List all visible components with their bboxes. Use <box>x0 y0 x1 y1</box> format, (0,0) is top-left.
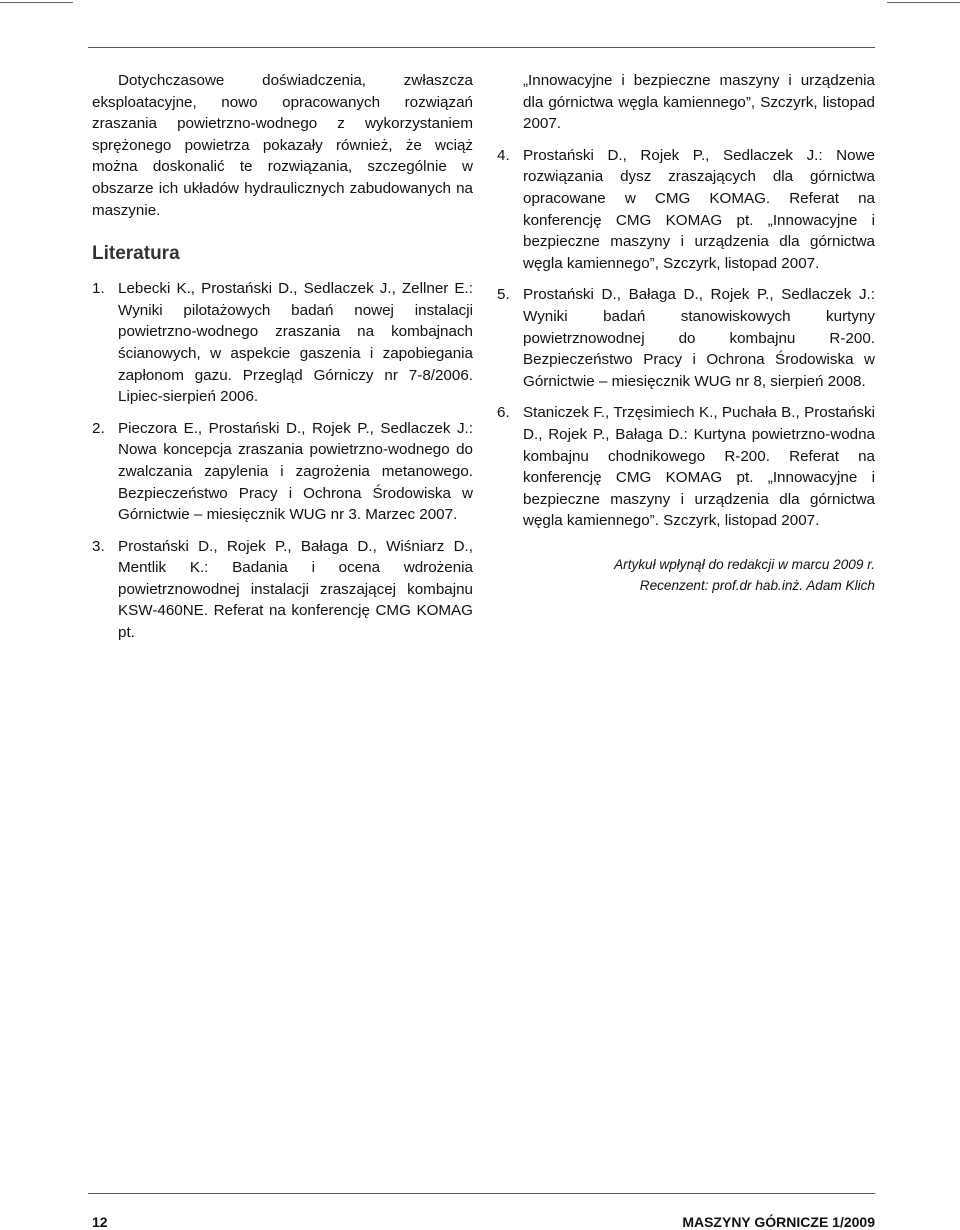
section-heading: Literatura <box>92 243 180 265</box>
reference-number: 2. <box>92 419 105 437</box>
top-rule-right <box>887 2 960 3</box>
reference-continuation: „Innowacyjne i bezpieczne maszyny i urządzenia dla górnictwa węgla kamiennego”, Szczyrk, listopad 2007. <box>523 72 875 133</box>
reference-text: Prostański D., Rojek P., Bałaga D., Wiśniarz D., Mentlik K.: Badania i ocena wdrożenia powietrznowodnej instalacji zraszającej kombajnu KSW-460NE. Referat na konferencję CMG KOMAG pt. <box>118 537 473 642</box>
header-rule <box>88 47 875 48</box>
page-number: 12 <box>92 1214 108 1230</box>
reference-item <box>92 278 473 408</box>
reviewer-note: Recenzent: prof.dr hab.inż. Adam Klich <box>639 577 875 593</box>
reference-number: 5. <box>497 286 510 304</box>
footer-rule <box>88 1193 875 1194</box>
reference-number: 4. <box>497 146 510 164</box>
reference-number: 6. <box>497 404 510 422</box>
reference-text: Lebecki K., Prostański D., Sedlaczek J., Zellner E.: Wyniki pilotażowych badań nowej instalacji powietrzno-wodnego zraszania na kombajnach ścianowych, w aspekcie gaszenia i zapobiegania zapłonom gazu. Przegląd Górniczy nr 7-8/2006. Lipiec-sierpień 2006. <box>118 280 473 406</box>
reference-text: Prostański D., Bałaga D., Rojek P., Sedlaczek J.: Wyniki badań stanowiskowych kurtyny powietrznowodnej do kombajnu R-200. Bezpieczeństwo Pracy i Ochrona Środowiska w Górnictwie – miesięcznik WUG nr 8, sierpień 2008. <box>523 286 875 390</box>
journal-title: MASZYNY GÓRNICZE 1/2009 <box>682 1214 875 1230</box>
reference-number: 3. <box>92 537 105 555</box>
reference-item <box>92 418 473 526</box>
reference-text: Pieczora E., Prostański D., Rojek P., Sedlaczek J.: Nowa koncepcja zraszania powietrzno-wodnego do zwalczania zapylenia i zagrożenia metanowego. Bezpieczeństwo Pracy i Ochrona Środowiska w Górnictwie – miesięcznik WUG nr 3. Marzec 2007. <box>118 419 473 524</box>
reference-item <box>497 145 875 275</box>
right-column <box>497 70 875 596</box>
reference-item <box>92 536 473 644</box>
intro-paragraph: Dotychczasowe doświadczenia, zwłaszcza eksploatacyjne, nowo opracowanych rozwiązań zraszania powietrzno-wodnego z wykorzystaniem sprężonego powietrza pokazały również, że wciąż można doskonalić te rozwiązania, szczególnie w obszarze ich układów hydraulicznych zabudowanych na maszynie. <box>92 72 473 219</box>
received-note: Artykuł wpłynął do redakcji w marcu 2009 r. <box>614 556 875 572</box>
reference-text: Staniczek F., Trzęsimiech K., Puchała B., Prostański D., Rojek P., Bałaga D.: Kurtyna powietrzno-wodna kombajnu chodnikowego R-200. Referat na konferencję CMG KOMAG pt. „Innowacyjne i bezpieczne maszyny i urządzenia dla górnictwa węgla kamiennego”. Szczyrk, listopad 2007. <box>523 404 875 530</box>
reference-number: 1. <box>92 280 105 298</box>
article-note <box>497 554 875 596</box>
reference-text: Prostański D., Rojek P., Sedlaczek J.: Nowe rozwiązania dysz zraszających dla górnictwa opracowane w CMG KOMAG. Referat na konferencję CMG KOMAG pt. „Innowacyjne i bezpieczne maszyny i urządzenia dla górnictwa węgla kamiennego”, Szczyrk, listopad 2007. <box>523 146 875 272</box>
top-rule-left <box>0 2 73 3</box>
reference-item <box>497 402 875 532</box>
reference-item <box>497 284 875 392</box>
left-column <box>92 70 473 654</box>
